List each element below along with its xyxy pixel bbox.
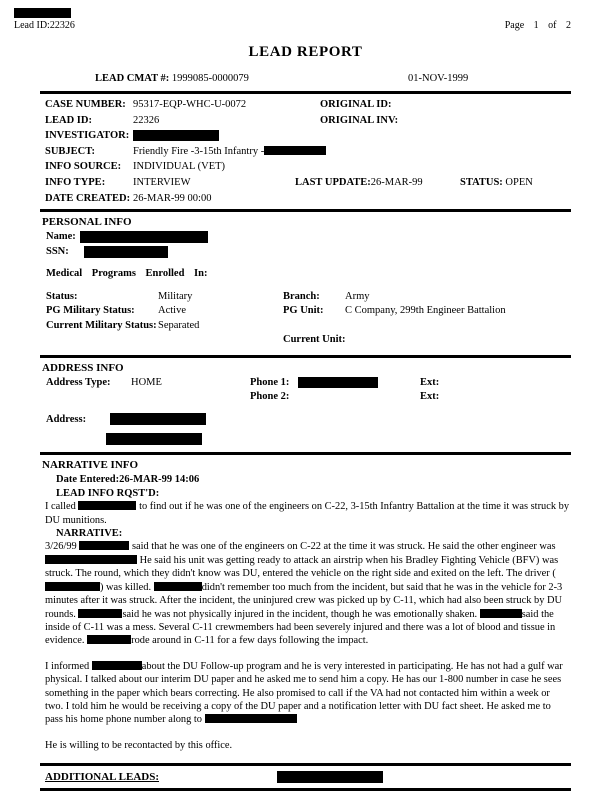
pg-status-row <box>40 304 571 319</box>
military-status-value: Military <box>158 290 193 302</box>
page-number: Page 1 of 2 <box>504 20 571 31</box>
top-left-block <box>14 8 75 31</box>
date-created-value: 26-MAR-99 00:00 <box>133 192 212 204</box>
subject-label: SUBJECT: <box>45 145 95 157</box>
phone2-row <box>40 390 571 405</box>
pg-military-status-value: Active <box>158 305 186 317</box>
redaction <box>298 377 378 388</box>
lead-id-row <box>40 113 571 129</box>
address-label: Address: <box>46 413 87 425</box>
pg-unit-label: PG Unit: <box>283 305 324 317</box>
redaction <box>106 433 202 445</box>
lead-id-label: LEAD ID: <box>45 114 92 126</box>
narrative-label: NARRATIVE: <box>56 527 123 539</box>
redaction <box>78 609 122 618</box>
info-type-row <box>40 175 571 191</box>
current-unit-label: Current Unit: <box>283 334 346 346</box>
cmat-number <box>95 73 249 84</box>
case-number-label: CASE NUMBER: <box>45 99 126 110</box>
status-row <box>40 290 571 305</box>
section-divider <box>40 91 571 94</box>
phone2-label: Phone 2: <box>250 391 290 403</box>
lead-id-value: 22326 <box>133 114 160 126</box>
top-bar <box>14 8 571 31</box>
current-military-status-label: Current Military Status: <box>46 319 157 331</box>
phone2-field <box>250 390 420 405</box>
phone1-label: Phone 1: <box>250 376 290 388</box>
date-entered-label: Date Entered: <box>56 474 120 486</box>
redaction <box>264 146 326 155</box>
redaction <box>154 582 202 591</box>
redaction <box>92 661 142 670</box>
ssn-row <box>40 245 571 260</box>
address-line2-row <box>40 433 571 445</box>
personal-info-section <box>40 215 571 352</box>
info-source-label: INFO SOURCE: <box>45 161 122 173</box>
cmat-value: 1999085-0000079 <box>171 73 249 84</box>
redaction <box>79 541 129 550</box>
redaction <box>87 635 131 644</box>
section-divider <box>40 763 571 766</box>
case-number-row <box>40 97 571 113</box>
address-row <box>40 413 571 428</box>
redaction <box>110 413 206 425</box>
current-status-row <box>40 319 571 334</box>
name-label: Name: <box>46 231 76 243</box>
redaction <box>45 555 137 564</box>
investigator-label: INVESTIGATOR: <box>45 130 130 142</box>
redaction <box>80 231 208 243</box>
address-type-value: HOME <box>131 376 162 388</box>
phone1-field <box>250 376 420 391</box>
lead-info-text: I called to find out if he was one of the engineers on C-22, 3-15th Infantry Battalion at the time it was struck by DU munitions. <box>45 501 570 526</box>
address-type-label: Address Type: <box>46 376 111 388</box>
cmat-label: LEAD CMAT #: <box>95 73 170 84</box>
date-created-row <box>40 191 571 207</box>
redaction <box>205 714 297 723</box>
pg-unit-value: C Company, 299th Engineer Battalion <box>345 305 506 317</box>
pg-military-status-label: PG Military Status: <box>46 305 135 317</box>
current-military-status-value: Separated <box>158 319 200 331</box>
investigator-row <box>40 128 571 144</box>
date-entered-row <box>40 473 571 487</box>
narrative-info-section <box>40 458 571 760</box>
narrative-info-heading: NARRATIVE INFO <box>42 459 139 472</box>
narrative-closing: He is willing to be recontacted by this office. <box>45 739 233 751</box>
personal-info-heading: PERSONAL INFO <box>42 216 132 229</box>
case-number-value: 95317-EQP-WHC-U-0072 <box>133 99 247 110</box>
address-type-row <box>40 376 571 391</box>
status-label: STATUS: <box>460 176 503 188</box>
redaction <box>78 501 136 510</box>
ext2-label: Ext: <box>420 391 440 403</box>
original-inv-label: ORIGINAL INV: <box>320 114 399 126</box>
subject-row <box>40 144 571 160</box>
branch-label: Branch: <box>283 290 320 302</box>
address-info-heading: ADDRESS INFO <box>42 361 124 374</box>
military-status-label: Status: <box>46 290 78 302</box>
info-type-value: INTERVIEW <box>133 176 191 188</box>
section-divider <box>40 452 571 455</box>
narrative-paragraph-2: I informed about the DU Follow-up program and he is very interested in participating. He has not had a gulf war physical. I talked about our interim DU paper and he asked me to send him a copy. He has our 1-800 number in case he sees something in the paper which bears correcting. He also promised to call if the VA had not contacted him within a week or two. I told him he would be receiving a copy of the DU paper and a notification letter with DU fact sheet. He asked me to pass his home phone number along to <box>45 660 563 726</box>
date-created-label: DATE CREATED: <box>45 192 131 204</box>
additional-leads-heading: ADDITIONAL LEADS: <box>45 771 159 784</box>
status-field <box>460 175 533 191</box>
redaction <box>480 609 522 618</box>
section-divider <box>40 209 571 212</box>
original-id-label: ORIGINAL ID: <box>320 99 392 110</box>
subject-value: Friendly Fire -3-15th Infantry - <box>133 144 326 160</box>
investigator-value <box>133 128 320 144</box>
redaction <box>45 582 100 591</box>
section-divider <box>40 355 571 358</box>
last-update-label: LAST UPDATE: <box>295 176 371 188</box>
medical-programs-row <box>40 267 571 282</box>
redaction <box>14 8 71 18</box>
cmat-row <box>40 73 571 88</box>
ssn-label: SSN: <box>46 245 69 257</box>
lead-info-rqstd-label: LEAD INFO RQST'D: <box>56 487 160 499</box>
section-divider <box>40 788 571 791</box>
address-info-section <box>40 361 571 450</box>
redaction <box>133 130 219 141</box>
last-update-value: 26-MAR-99 <box>370 176 423 188</box>
ext1-label: Ext: <box>420 376 440 388</box>
additional-leads-section <box>40 769 571 785</box>
report-title: LEAD REPORT <box>248 44 363 60</box>
narrative-paragraph-1: 3/26/99 said that he was one of the engineers on C-22 at the time it was struck. He said the other engineer was He said his unit was getting ready to attack an airstrip when his Bradley Fighting Vehicle (BFV) was struck. The round, which they didn't know was DU, entered the vehicle on the right side and exited on the left. The driver () was killed. didn't remember too much from the incident, but said that he was in the vehicle for 2-3 minutes after it was struck. After the incident, the uninjured crew was picked up by C-11, which had also been struck by DU rounds. said he was not physically injured in the incident, though he was emotionally shaken. said the inside of C-11 was a mess. Several C-11 crewmembers had been severely injured and there was a lot of blood and tissue in evidence. rode around in C-11 for a few days following the impact. <box>45 541 563 647</box>
case-section <box>40 97 571 206</box>
report-date: 01-NOV-1999 <box>408 73 469 84</box>
lead-id-header: Lead ID:22326 <box>14 20 75 31</box>
info-source-row <box>40 159 571 175</box>
redaction <box>84 246 168 258</box>
name-row <box>40 230 571 245</box>
medical-programs-label: Medical Programs Enrolled In: <box>46 268 208 280</box>
date-entered-value: 26-MAR-99 14:06 <box>119 474 200 486</box>
last-update-field <box>295 175 460 191</box>
current-unit-row <box>40 333 571 348</box>
info-type-label: INFO TYPE: <box>45 176 106 188</box>
redaction <box>277 771 383 783</box>
branch-value: Army <box>345 290 370 302</box>
status-value: OPEN <box>505 176 533 188</box>
info-source-value: INDIVIDUAL (VET) <box>133 161 226 173</box>
